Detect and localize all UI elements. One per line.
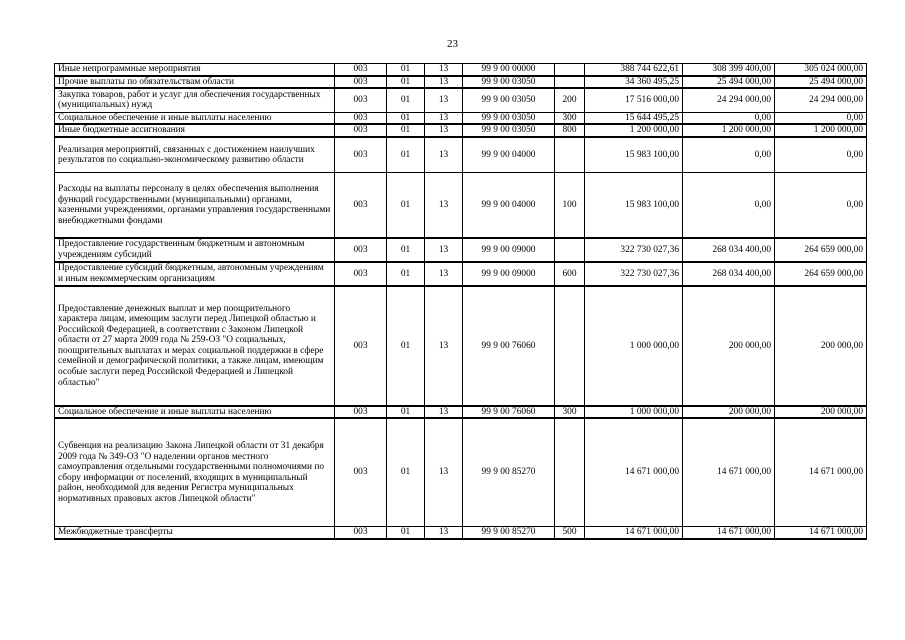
- expense-name: Субвенция на реализацию Закона Липецкой области от 31 декабря 2009 года № 349-ОЗ "О наделении органов местного самоуправления отдельными государственными полномочиями по сбору информации от поселений, входящих в муниципальный район, необходимой для ведения Регистра муниципальных нормативных правовых актов Липецкой области": [55, 418, 335, 526]
- amount-year-3: 24 294 000,00: [775, 88, 867, 112]
- subsection-code: 13: [425, 262, 463, 286]
- section-code: 01: [387, 112, 425, 124]
- amount-year-2: 24 294 000,00: [683, 88, 775, 112]
- table-row: [55, 418, 867, 526]
- expense-name: Предоставление денежных выплат и мер поощрительного характера лицам, имеющим заслуги перед Липецкой областью и Российской Федерацией, в соответствии с Законом Липецкой области от 27 марта 2009 года № 259-ОЗ "О социальных, поощрительных выплатах и мерах социальной поддержки в сфере семейной и демографической политики, а также лицам, имеющим особые заслуги перед Российской Федерацией и Липецкой областью": [55, 286, 335, 406]
- section-code: 01: [387, 406, 425, 419]
- section-code: 01: [387, 238, 425, 262]
- ministry-code: 003: [335, 526, 387, 538]
- expense-type-code: 500: [555, 526, 585, 538]
- expense-type-code: 800: [555, 124, 585, 137]
- table-row: [55, 406, 867, 419]
- subsection-code: 13: [425, 112, 463, 124]
- amount-year-2: 200 000,00: [683, 406, 775, 419]
- amount-year-1: 14 671 000,00: [585, 526, 683, 538]
- expense-name: Предоставление государственным бюджетным и автономным учреждениям субсидий: [55, 238, 335, 262]
- target-article-code: 99 9 00 09000: [463, 238, 555, 262]
- section-code: 01: [387, 173, 425, 238]
- ministry-code: 003: [335, 238, 387, 262]
- subsection-code: 13: [425, 64, 463, 76]
- page-number: 23: [447, 38, 458, 50]
- target-article-code: 99 9 00 76060: [463, 286, 555, 406]
- amount-year-1: 15 983 100,00: [585, 173, 683, 238]
- section-code: 01: [387, 137, 425, 173]
- expense-name: Предоставление субсидий бюджетным, автономным учреждениям и иным некоммерческим организациям: [55, 262, 335, 286]
- amount-year-1: 1 200 000,00: [585, 124, 683, 137]
- amount-year-2: 25 494 000,00: [683, 76, 775, 89]
- ministry-code: 003: [335, 137, 387, 173]
- ministry-code: 003: [335, 88, 387, 112]
- subsection-code: 13: [425, 137, 463, 173]
- expense-name: Иные бюджетные ассигнования: [55, 124, 335, 137]
- budget-table: [54, 63, 867, 540]
- expense-name: Реализация мероприятий, связанных с достижением наилучших результатов по социально-экономическому развитию области: [55, 137, 335, 173]
- expense-name: Иные непрограммные мероприятия: [55, 64, 335, 76]
- expense-type-code: 300: [555, 112, 585, 124]
- amount-year-1: 322 730 027,36: [585, 238, 683, 262]
- ministry-code: 003: [335, 262, 387, 286]
- target-article-code: 99 9 00 85270: [463, 418, 555, 526]
- expense-name: Прочие выплаты по обязательствам области: [55, 76, 335, 89]
- amount-year-3: 14 671 000,00: [775, 418, 867, 526]
- expense-type-code: [555, 238, 585, 262]
- section-code: 01: [387, 286, 425, 406]
- ministry-code: 003: [335, 124, 387, 137]
- ministry-code: 003: [335, 418, 387, 526]
- ministry-code: 003: [335, 406, 387, 419]
- amount-year-3: 0,00: [775, 173, 867, 238]
- amount-year-2: 0,00: [683, 137, 775, 173]
- amount-year-1: 15 644 495,25: [585, 112, 683, 124]
- subsection-code: 13: [425, 286, 463, 406]
- amount-year-2: 0,00: [683, 173, 775, 238]
- subsection-code: 13: [425, 124, 463, 137]
- amount-year-1: 322 730 027,36: [585, 262, 683, 286]
- target-article-code: 99 9 00 04000: [463, 137, 555, 173]
- amount-year-1: 34 360 495,25: [585, 76, 683, 89]
- amount-year-2: 268 034 400,00: [683, 238, 775, 262]
- expense-type-code: [555, 286, 585, 406]
- section-code: 01: [387, 526, 425, 538]
- expense-name: Закупка товаров, работ и услуг для обеспечения государственных (муниципальных) нужд: [55, 88, 335, 112]
- target-article-code: 99 9 00 03050: [463, 88, 555, 112]
- amount-year-2: 14 671 000,00: [683, 418, 775, 526]
- subsection-code: 13: [425, 526, 463, 538]
- section-code: 01: [387, 88, 425, 112]
- amount-year-2: 308 399 400,00: [683, 64, 775, 76]
- table-row: [55, 124, 867, 137]
- target-article-code: 99 9 00 76060: [463, 406, 555, 419]
- target-article-code: 99 9 00 09000: [463, 262, 555, 286]
- expense-name: Межбюджетные трансферты: [55, 526, 335, 538]
- amount-year-1: 14 671 000,00: [585, 418, 683, 526]
- subsection-code: 13: [425, 238, 463, 262]
- section-code: 01: [387, 262, 425, 286]
- expense-type-code: [555, 137, 585, 173]
- ministry-code: 003: [335, 112, 387, 124]
- expense-type-code: 200: [555, 88, 585, 112]
- expense-type-code: [555, 418, 585, 526]
- target-article-code: 99 9 00 00000: [463, 64, 555, 76]
- amount-year-3: 200 000,00: [775, 286, 867, 406]
- expense-type-code: 600: [555, 262, 585, 286]
- amount-year-3: 264 659 000,00: [775, 238, 867, 262]
- expense-type-code: [555, 76, 585, 89]
- expense-type-code: [555, 64, 585, 76]
- section-code: 01: [387, 418, 425, 526]
- section-code: 01: [387, 76, 425, 89]
- table-row: [55, 173, 867, 238]
- amount-year-3: 25 494 000,00: [775, 76, 867, 89]
- target-article-code: 99 9 00 03050: [463, 124, 555, 137]
- ministry-code: 003: [335, 286, 387, 406]
- table-row: [55, 64, 867, 76]
- subsection-code: 13: [425, 418, 463, 526]
- section-code: 01: [387, 64, 425, 76]
- amount-year-2: 1 200 000,00: [683, 124, 775, 137]
- table-row: [55, 112, 867, 124]
- amount-year-2: 14 671 000,00: [683, 526, 775, 538]
- subsection-code: 13: [425, 76, 463, 89]
- subsection-code: 13: [425, 88, 463, 112]
- expense-name: Социальное обеспечение и иные выплаты населению: [55, 406, 335, 419]
- amount-year-3: 0,00: [775, 137, 867, 173]
- expense-name: Расходы на выплаты персоналу в целях обеспечения выполнения функций государственными (муниципальными) органами, казенными учреждениями, органами управления государственными внебюджетными фондами: [55, 173, 335, 238]
- amount-year-3: 14 671 000,00: [775, 526, 867, 538]
- target-article-code: 99 9 00 04000: [463, 173, 555, 238]
- section-code: 01: [387, 124, 425, 137]
- amount-year-1: 15 983 100,00: [585, 137, 683, 173]
- expense-name: Социальное обеспечение и иные выплаты населению: [55, 112, 335, 124]
- expense-type-code: 100: [555, 173, 585, 238]
- table-row: [55, 238, 867, 262]
- amount-year-2: 0,00: [683, 112, 775, 124]
- ministry-code: 003: [335, 76, 387, 89]
- ministry-code: 003: [335, 64, 387, 76]
- amount-year-3: 264 659 000,00: [775, 262, 867, 286]
- amount-year-1: 17 516 000,00: [585, 88, 683, 112]
- ministry-code: 003: [335, 173, 387, 238]
- table-row: [55, 262, 867, 286]
- amount-year-3: 0,00: [775, 112, 867, 124]
- amount-year-1: 1 000 000,00: [585, 286, 683, 406]
- subsection-code: 13: [425, 406, 463, 419]
- table-row: [55, 526, 867, 538]
- table-row: [55, 286, 867, 406]
- amount-year-1: 1 000 000,00: [585, 406, 683, 419]
- amount-year-2: 268 034 400,00: [683, 262, 775, 286]
- amount-year-2: 200 000,00: [683, 286, 775, 406]
- target-article-code: 99 9 00 03050: [463, 112, 555, 124]
- target-article-code: 99 9 00 03050: [463, 76, 555, 89]
- table-row: [55, 88, 867, 112]
- table-row: [55, 76, 867, 89]
- amount-year-1: 388 744 622,61: [585, 64, 683, 76]
- amount-year-3: 1 200 000,00: [775, 124, 867, 137]
- amount-year-3: 305 024 000,00: [775, 64, 867, 76]
- expense-type-code: 300: [555, 406, 585, 419]
- table-row: [55, 137, 867, 173]
- amount-year-3: 200 000,00: [775, 406, 867, 419]
- subsection-code: 13: [425, 173, 463, 238]
- target-article-code: 99 9 00 85270: [463, 526, 555, 538]
